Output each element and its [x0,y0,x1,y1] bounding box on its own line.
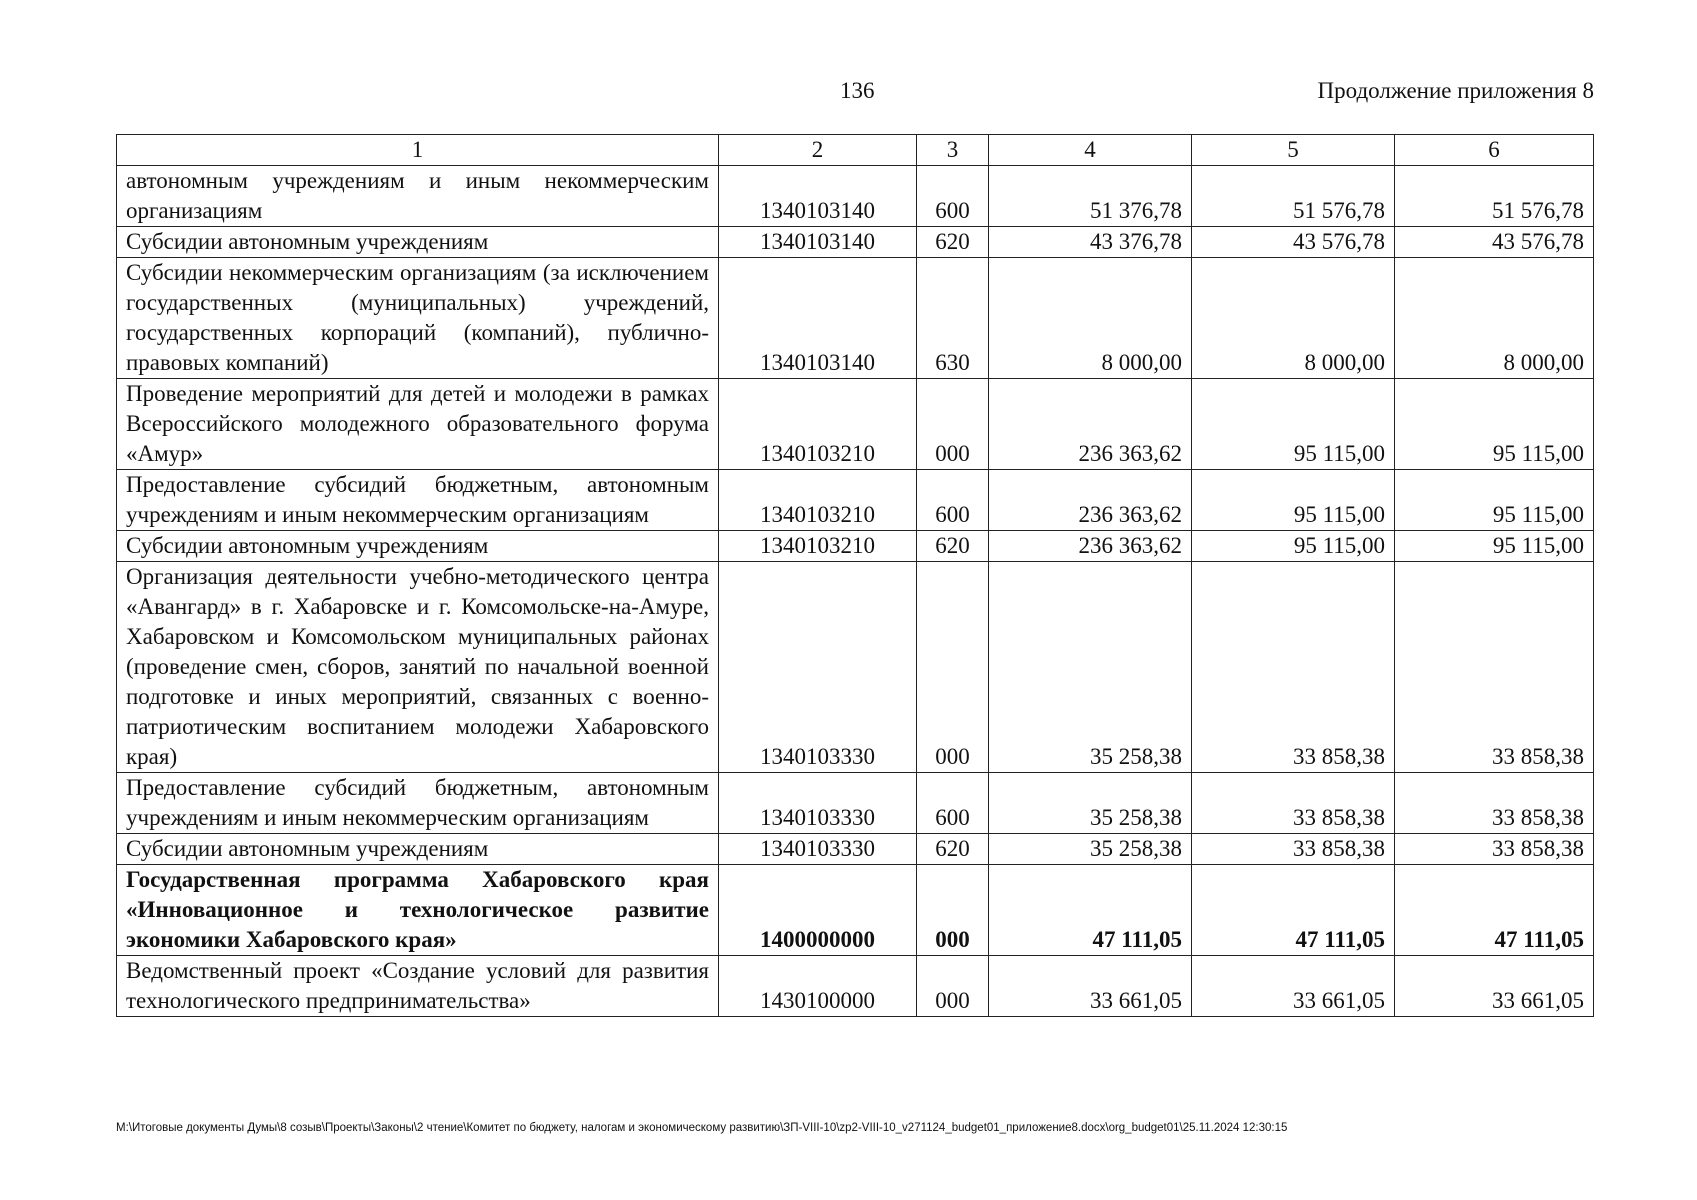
expense-type-cell: 620 [917,834,989,865]
column-number: 2 [719,135,917,166]
expense-type-cell: 600 [917,470,989,531]
amount-cell-col4: 47 111,05 [989,865,1192,956]
amount-cell-col4: 236 363,62 [989,379,1192,470]
appendix-continuation-label: Продолжение приложения 8 [1317,78,1594,103]
amount-cell-col4: 33 661,05 [989,956,1192,1017]
table-row [117,531,1594,562]
amount-cell-col6: 95 115,00 [1395,531,1594,562]
amount-cell-col6: 51 576,78 [1395,166,1594,227]
expense-type-cell: 600 [917,166,989,227]
amount-cell-col5: 51 576,78 [1192,166,1395,227]
row-name-cell: Предоставление субсидий бюджетным, автономным учреждениям и иным некоммерческим организациям [117,773,719,834]
target-code-cell: 1340103330 [719,834,917,865]
amount-cell-col4: 51 376,78 [989,166,1192,227]
row-name-cell: Субсидии некоммерческим организациям (за исключением государственных (муниципальных) учреждений, государственных корпораций (компаний), публично-правовых компаний) [117,258,719,379]
row-name-cell: Государственная программа Хабаровского края «Инновационное и технологическое развитие экономики Хабаровского края» [117,865,719,956]
target-code-cell: 1340103210 [719,379,917,470]
row-name-cell: Предоставление субсидий бюджетным, автономным учреждениям и иным некоммерческим организациям [117,470,719,531]
amount-cell-col5: 47 111,05 [1192,865,1395,956]
expense-type-cell: 000 [917,562,989,773]
column-number: 6 [1395,135,1594,166]
amount-cell-col6: 47 111,05 [1395,865,1594,956]
target-code-cell: 1340103140 [719,227,917,258]
target-code-cell: 1340103140 [719,258,917,379]
amount-cell-col6: 95 115,00 [1395,379,1594,470]
page-number: 136 [840,78,875,103]
expense-type-cell: 000 [917,956,989,1017]
table-row [117,834,1594,865]
target-code-cell: 1340103140 [719,166,917,227]
amount-cell-col4: 8 000,00 [989,258,1192,379]
amount-cell-col5: 95 115,00 [1192,470,1395,531]
amount-cell-col6: 33 858,38 [1395,773,1594,834]
target-code-cell: 1340103210 [719,470,917,531]
table-row [117,773,1594,834]
table-row [117,379,1594,470]
column-number-row [117,135,1594,166]
target-code-cell: 1340103330 [719,773,917,834]
amount-cell-col6: 43 576,78 [1395,227,1594,258]
row-name-cell: Субсидии автономным учреждениям [117,227,719,258]
amount-cell-col4: 35 258,38 [989,773,1192,834]
table-row [117,166,1594,227]
target-code-cell: 1340103330 [719,562,917,773]
row-name-cell: Субсидии автономным учреждениям [117,834,719,865]
row-name-cell: Организация деятельности учебно-методического центра «Авангард» в г. Хабаровске и г. Комсомольске-на-Амуре, Хабаровском и Комсомольском муниципальных районах (проведение смен, сборов, занятий по начальной военной подготовке и иных мероприятий, связанных с военно-патриотическим воспитанием молодежи Хабаровского края) [117,562,719,773]
amount-cell-col4: 43 376,78 [989,227,1192,258]
amount-cell-col4: 35 258,38 [989,834,1192,865]
expense-type-cell: 600 [917,773,989,834]
expense-type-cell: 620 [917,227,989,258]
amount-cell-col5: 95 115,00 [1192,531,1395,562]
table-row [117,258,1594,379]
amount-cell-col5: 95 115,00 [1192,379,1395,470]
row-name-cell: Субсидии автономным учреждениям [117,531,719,562]
amount-cell-col6: 33 858,38 [1395,562,1594,773]
amount-cell-col5: 33 858,38 [1192,562,1395,773]
amount-cell-col6: 8 000,00 [1395,258,1594,379]
column-number: 5 [1192,135,1395,166]
table-row [117,227,1594,258]
amount-cell-col5: 33 661,05 [1192,956,1395,1017]
expense-type-cell: 000 [917,379,989,470]
row-name-cell: Проведение мероприятий для детей и молодежи в рамках Всероссийского молодежного образовательного форума «Амур» [117,379,719,470]
budget-table [116,134,1594,1017]
table-body [117,166,1594,1017]
row-name-cell: Ведомственный проект «Создание условий для развития технологического предпринимательства» [117,956,719,1017]
amount-cell-col4: 236 363,62 [989,470,1192,531]
column-number: 4 [989,135,1192,166]
target-code-cell: 1340103210 [719,531,917,562]
amount-cell-col5: 33 858,38 [1192,773,1395,834]
amount-cell-col6: 33 661,05 [1395,956,1594,1017]
target-code-cell: 1400000000 [719,865,917,956]
document-file-path: М:\Итоговые документы Думы\8 созыв\Проекты\Законы\2 чтение\Комитет по бюджету, налогам и экономическому развитию\ЗП-VIII-10\zp2-VIII-10_v271124_budget01_приложение8.docx\org_budget01\25.11.2024 12:30:15 [116,1122,1288,1134]
amount-cell-col5: 8 000,00 [1192,258,1395,379]
target-code-cell: 1430100000 [719,956,917,1017]
expense-type-cell: 620 [917,531,989,562]
column-number: 1 [117,135,719,166]
amount-cell-col6: 33 858,38 [1395,834,1594,865]
amount-cell-col6: 95 115,00 [1395,470,1594,531]
amount-cell-col5: 33 858,38 [1192,834,1395,865]
table-row [117,956,1594,1017]
amount-cell-col4: 35 258,38 [989,562,1192,773]
amount-cell-col4: 236 363,62 [989,531,1192,562]
table-row [117,470,1594,531]
expense-type-cell: 000 [917,865,989,956]
table-row [117,865,1594,956]
table-row [117,562,1594,773]
row-name-cell: автономным учреждениям и иным некоммерческим организациям [117,166,719,227]
expense-type-cell: 630 [917,258,989,379]
column-number: 3 [917,135,989,166]
amount-cell-col5: 43 576,78 [1192,227,1395,258]
